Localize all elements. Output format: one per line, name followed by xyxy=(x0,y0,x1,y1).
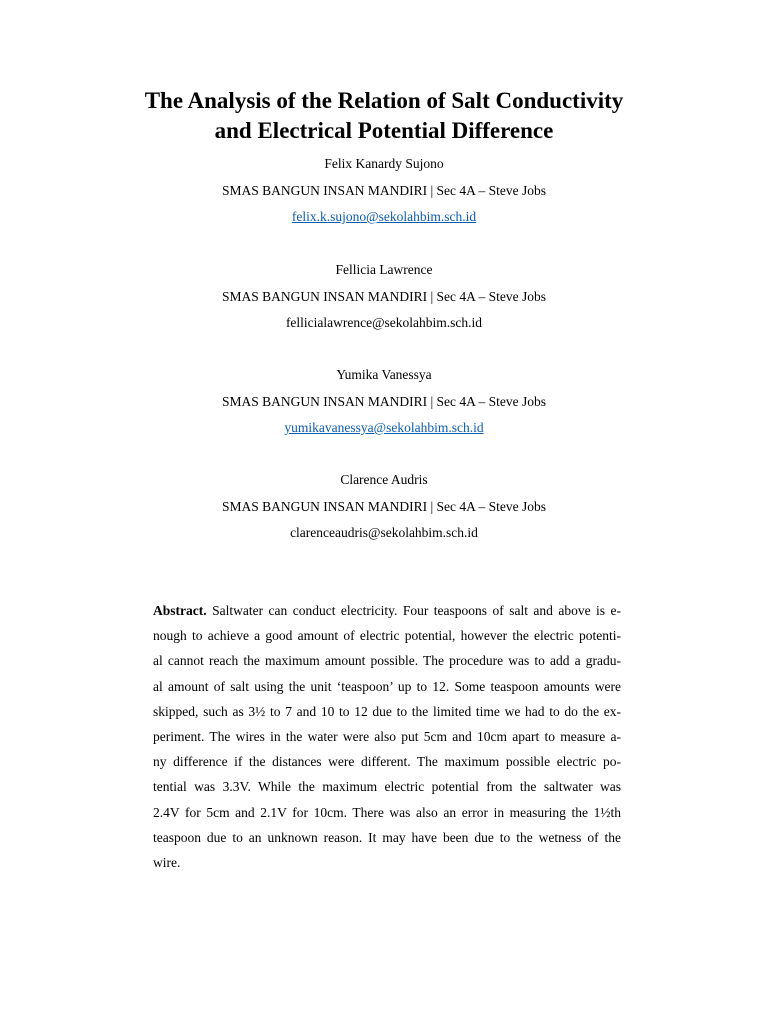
author-email: clarenceaudris@sekolahbim.sch.id xyxy=(290,525,478,540)
abstract-line: teaspoon due to an unknown reason. It may have been due to the wetness of the xyxy=(153,829,621,845)
author-name: Yumika Vanessya xyxy=(336,367,432,382)
author-email-link[interactable]: felix.k.sujono@sekolahbim.sch.id xyxy=(291,209,477,224)
abstract-line: periment. The wires in the water were also put 5cm and 10cm apart to measure a- xyxy=(153,729,621,745)
abstract-line-text: Saltwater can conduct electricity. Four teaspoons of salt and above is e- xyxy=(212,603,622,618)
author-email-link[interactable]: yumikavanessya@sekolahbim.sch.id xyxy=(284,420,484,435)
author-block-4 xyxy=(0,467,768,547)
author-name: Fellicia Lawrence xyxy=(335,262,433,277)
abstract xyxy=(153,598,621,875)
abstract-label: Abstract. xyxy=(153,603,207,618)
abstract-line: tential was 3.3V. While the maximum electric potential from the saltwater was xyxy=(153,779,621,795)
author-affiliation: SMAS BANGUN INSAN MANDIRI | Sec 4A – Steve Jobs xyxy=(221,288,547,304)
abstract-line: al cannot reach the maximum amount possible. The procedure was to add a gradu- xyxy=(153,653,621,669)
title-line-2: and Electrical Potential Difference xyxy=(214,118,554,143)
author-block-3 xyxy=(0,362,768,442)
author-name: Clarence Audris xyxy=(340,472,428,487)
author-email: fellicialawrence@sekolahbim.sch.id xyxy=(285,315,483,330)
author-name: Felix Kanardy Sujono xyxy=(324,156,444,171)
abstract-line: ny difference if the distances were different. The maximum possible electric po- xyxy=(153,754,621,770)
author-affiliation: SMAS BANGUN INSAN MANDIRI | Sec 4A – Steve Jobs xyxy=(221,393,547,409)
abstract-line: skipped, such as 3½ to 7 and 10 to 12 due to the limited time we had to do the ex- xyxy=(153,703,621,719)
title-line-1: The Analysis of the Relation of Salt Conductivity xyxy=(144,88,624,113)
author-affiliation: SMAS BANGUN INSAN MANDIRI | Sec 4A – Steve Jobs xyxy=(221,182,547,198)
abstract-line xyxy=(153,598,621,623)
abstract-line: nough to achieve a good amount of electric potential, however the electric potenti- xyxy=(153,628,621,644)
author-affiliation: SMAS BANGUN INSAN MANDIRI | Sec 4A – Steve Jobs xyxy=(221,498,547,514)
paper-title xyxy=(0,86,768,146)
abstract-line: al amount of salt using the unit ‘teaspoon’ up to 12. Some teaspoon amounts were xyxy=(153,678,621,694)
abstract-line: wire. xyxy=(153,855,181,871)
author-block-1 xyxy=(0,151,768,231)
author-block-2 xyxy=(0,257,768,337)
abstract-line: 2.4V for 5cm and 2.1V for 10cm. There was also an error in measuring the 1½th xyxy=(153,804,621,820)
